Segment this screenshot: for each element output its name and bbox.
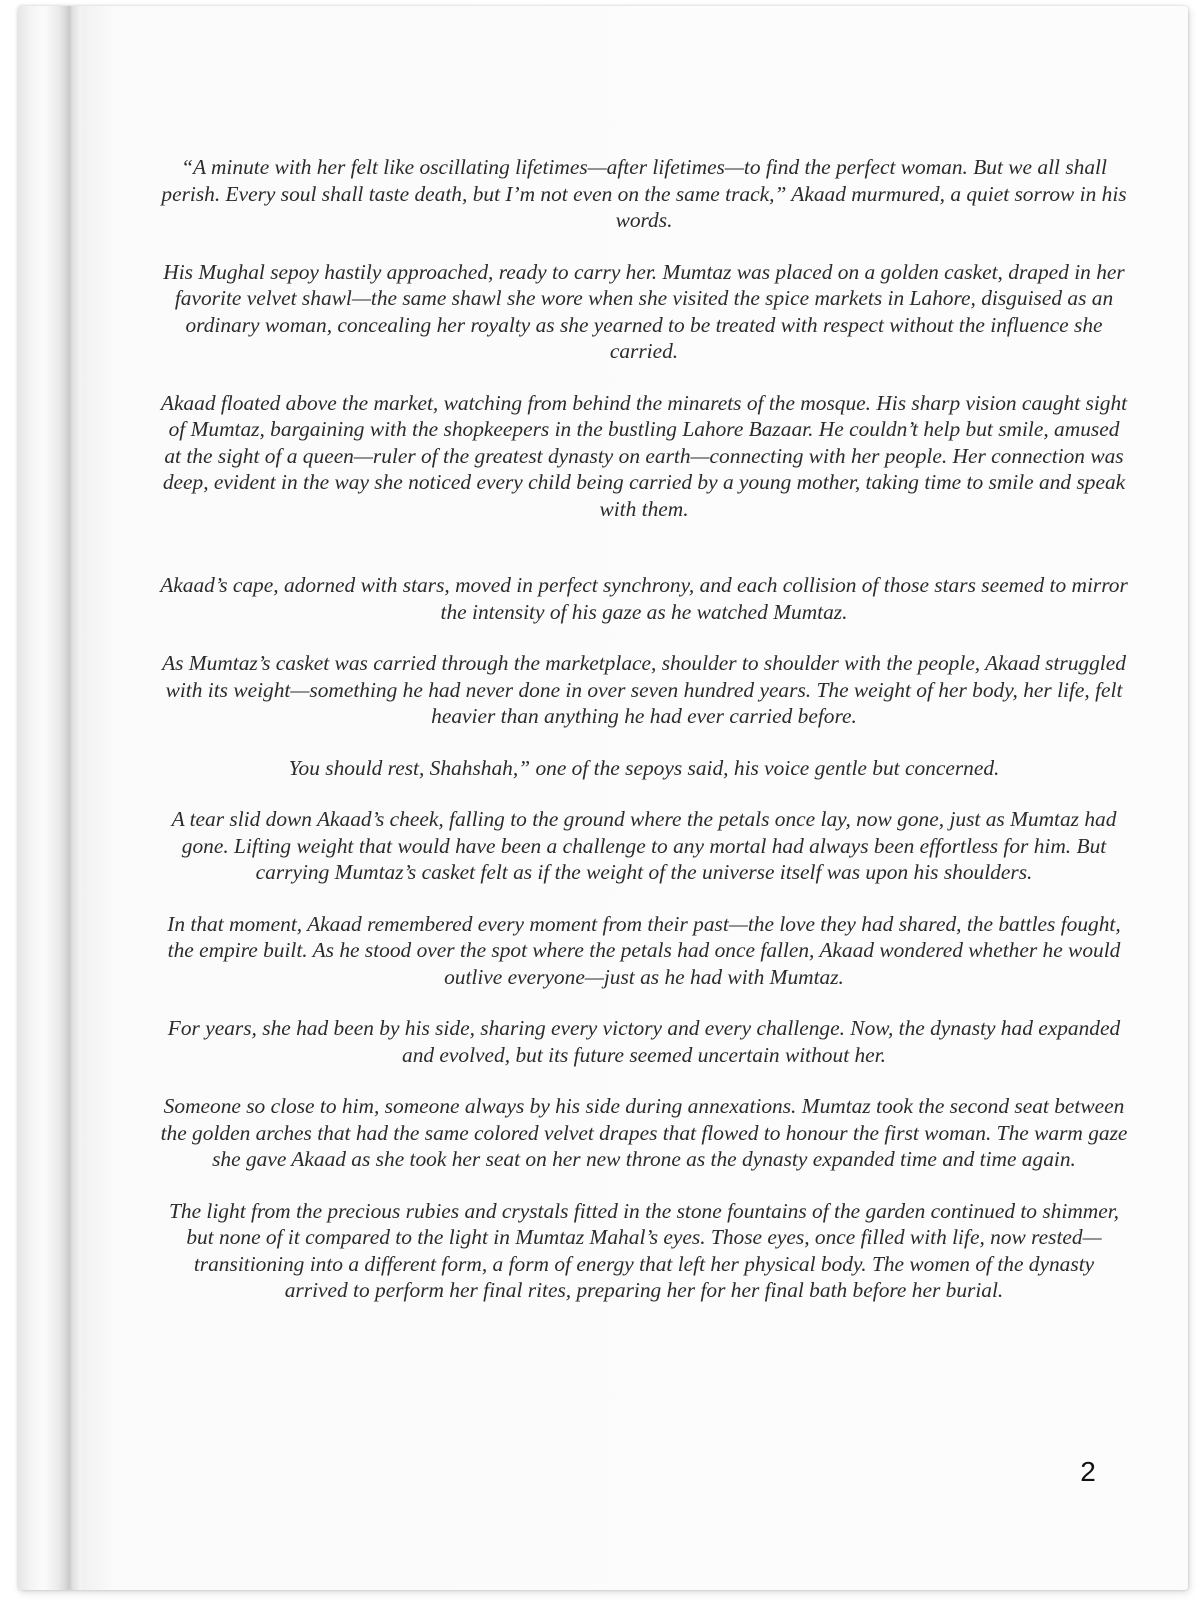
paragraph-1: “A minute with her felt like oscillating lifetimes—after lifetimes—to find the perfect woman. But we all shall perish. Every soul shall taste death, but I’m not even on the same track,” Akaad murmured, a quiet sorrow in his words. xyxy=(161,155,1127,232)
paragraph-11: The light from the precious rubies and crystals fitted in the stone fountains of the garden continued to shimmer, but none of it compared to the light in Mumtaz Mahal’s eyes. Those eyes, once filled with life, now rested—transitioning into a different form, a form of energy that left her physical body. The women of the dynasty arrived to perform her final rites, preparing her for her final bath before her burial. xyxy=(168,1198,1120,1302)
page-number: 2 xyxy=(1080,1456,1096,1487)
book-spine xyxy=(18,6,82,1590)
paragraph-9: For years, she had been by his side, sharing every victory and every challenge. Now, the dynasty had expanded and evolved, but its future seemed uncertain without her. xyxy=(167,1016,1121,1067)
paragraph-8: In that moment, Akaad remembered every moment from their past—the love they had shared, the battles fought, the empire built. As he stood over the spot where the petals had once fallen, Akaad wondered whether he would outlive everyone—just as he had with Mumtaz. xyxy=(167,911,1121,989)
book-cover xyxy=(18,6,1188,1590)
paragraph-5: As Mumtaz’s casket was carried through the marketplace, shoulder to shoulder with the people, Akaad struggled with its weight—something he had never done in over seven hundred years. The weight of her body, her life, felt heavier than anything he had ever carried before. xyxy=(162,651,1126,728)
paragraph-3: Akaad floated above the market, watching from behind the minarets of the mosque. His sharp vision caught sight of Mumtaz, bargaining with the shopkeepers in the bustling Lahore Bazaar. He couldn’t help but smile, amused at the sight of a queen—ruler of the greatest dynasty on earth—connecting with her people. Her connection was deep, evident in the way she noticed every child being carried by a young mother, taking time to smile and speak with them. xyxy=(160,390,1128,521)
paragraph-10: Someone so close to him, someone always by his side during annexations. Mumtaz took the second seat between the golden arches that had the same colored velvet drapes that flowed to honour the first woman. The warm gaze she gave Akaad as she took her seat on her new throne as the dynasty expanded time and time again. xyxy=(160,1094,1128,1171)
paragraph-gap xyxy=(160,547,1128,572)
paragraph-6: You should rest, Shahshah,” one of the sepoys said, his voice gentle but concerned. xyxy=(288,755,1000,780)
page-body xyxy=(160,154,1128,1329)
paragraph-7: A tear slid down Akaad’s cheek, falling to the ground where the petals once lay, now gone, just as Mumtaz had gone. Lifting weight that would have been a challenge to any mortal had always been effortless for him. But carrying Mumtaz’s casket felt as if the weight of the universe itself was upon his shoulders. xyxy=(171,807,1117,884)
paragraph-4: Akaad’s cape, adorned with stars, moved in perfect synchrony, and each collision of those stars seemed to mirror the intensity of his gaze as he watched Mumtaz. xyxy=(160,573,1128,624)
paragraph-2: His Mughal sepoy hastily approached, ready to carry her. Mumtaz was placed on a golden casket, draped in her favorite velvet shawl—the same shawl she wore when she visited the spice markets in Lahore, disguised as an ordinary woman, concealing her royalty as she yearned to be treated with respect without the influence she carried. xyxy=(163,259,1125,363)
